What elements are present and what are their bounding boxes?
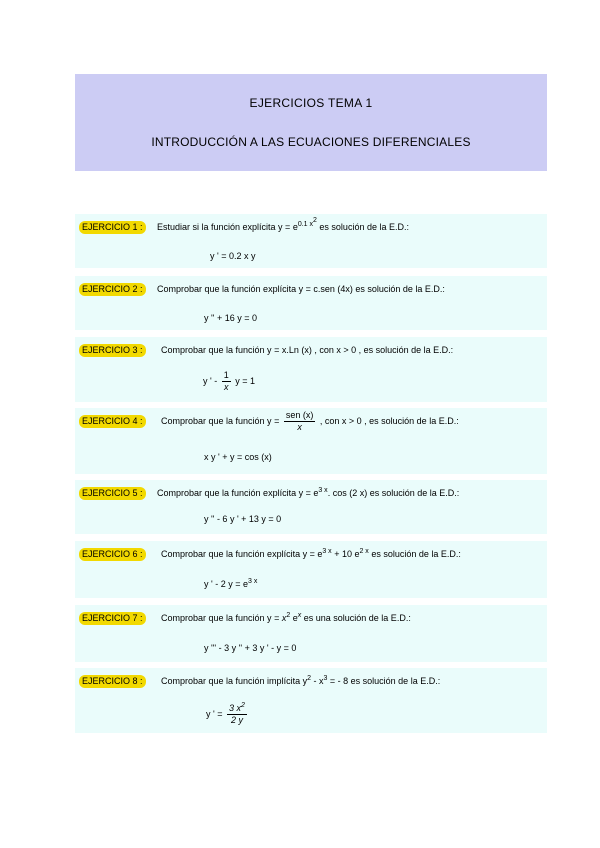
differential-equation: x y ' + y = cos (x) bbox=[204, 452, 272, 462]
exercise-badge: EJERCICIO 7 : bbox=[79, 612, 146, 625]
exercise-4 bbox=[75, 408, 547, 474]
title-banner bbox=[75, 74, 547, 171]
exercise-badge: EJERCICIO 4 : bbox=[79, 415, 146, 428]
exercise-badge: EJERCICIO 3 : bbox=[79, 344, 146, 357]
exercise-statement: Estudiar si la función explícita $y = e^{0.1 x^2}$ es solución de la E.D.: bbox=[157, 217, 409, 232]
exercise-badge: EJERCICIO 2 : bbox=[79, 283, 146, 296]
page-subtitle: INTRODUCCIÓN A LAS ECUACIONES DIFERENCIALES bbox=[151, 135, 471, 149]
exercise-3 bbox=[75, 337, 547, 402]
differential-equation: y ' = $\frac{3 x^2}{2 y}$ bbox=[206, 702, 245, 725]
exercise-statement: Comprobar que la función y = x.Ln (x) , con x > 0 , es solución de la E.D.: bbox=[161, 345, 454, 355]
exercise-badge: EJERCICIO 8 : bbox=[79, 675, 146, 688]
page-title: EJERCICIOS TEMA 1 bbox=[249, 96, 373, 110]
differential-equation: y ' - 2 $y = e^{3 x}$ bbox=[204, 578, 258, 589]
exercise-2 bbox=[75, 276, 547, 330]
exercise-badge: EJERCICIO 6 : bbox=[79, 548, 146, 561]
exercise-8 bbox=[75, 668, 547, 733]
exercise-badge: EJERCICIO 1 : bbox=[79, 221, 146, 234]
exercise-statement: Comprobar que la función explícita $y = e^{3 x} + 10$ $e^{2 x}$ es solución de la E.D.: bbox=[161, 548, 461, 559]
differential-equation: y ' = 0.2 x y bbox=[210, 251, 256, 261]
exercise-statement: Comprobar que la función y = $\frac{\text{sen (x)}}{x}$ , con x > 0 , es solución de la E.D.: bbox=[161, 410, 459, 432]
differential-equation: y ' - $\frac{1}{x}$ y = 1 bbox=[203, 370, 256, 392]
exercise-6 bbox=[75, 541, 547, 598]
differential-equation: y '' - 6 y ' + 13 y = 0 bbox=[204, 514, 282, 524]
fraction: $\frac{3 x^2}{2 y}$ bbox=[229, 702, 245, 725]
differential-equation: y '' + 16 y = 0 bbox=[204, 313, 257, 323]
exercise-badge: EJERCICIO 5 : bbox=[79, 487, 146, 500]
fraction: $\frac{\text{sen (x)}}{x}$ bbox=[285, 410, 314, 432]
exercise-1 bbox=[75, 214, 547, 268]
exercise-statement: Comprobar que la función implícita $y^2 - x^3$ = - 8 es solución de la E.D.: bbox=[161, 675, 441, 686]
exercise-statement: Comprobar que la función explícita $y = e^{3 x}$. cos (2 x) es solución de la E.D.: bbox=[157, 487, 460, 498]
exercise-5 bbox=[75, 480, 547, 534]
exercise-7 bbox=[75, 605, 547, 662]
fraction: $\frac{1}{x}$ bbox=[223, 370, 229, 392]
differential-equation: y ''' - 3 y '' + 3 y ' - y = 0 bbox=[204, 643, 297, 653]
exercise-statement: Comprobar que la función explícita y = c.sen (4x) es solución de la E.D.: bbox=[157, 284, 445, 294]
exercise-statement: Comprobar que la función $y = x^2$ $e^x$ es una solución de la E.D.: bbox=[161, 612, 411, 623]
